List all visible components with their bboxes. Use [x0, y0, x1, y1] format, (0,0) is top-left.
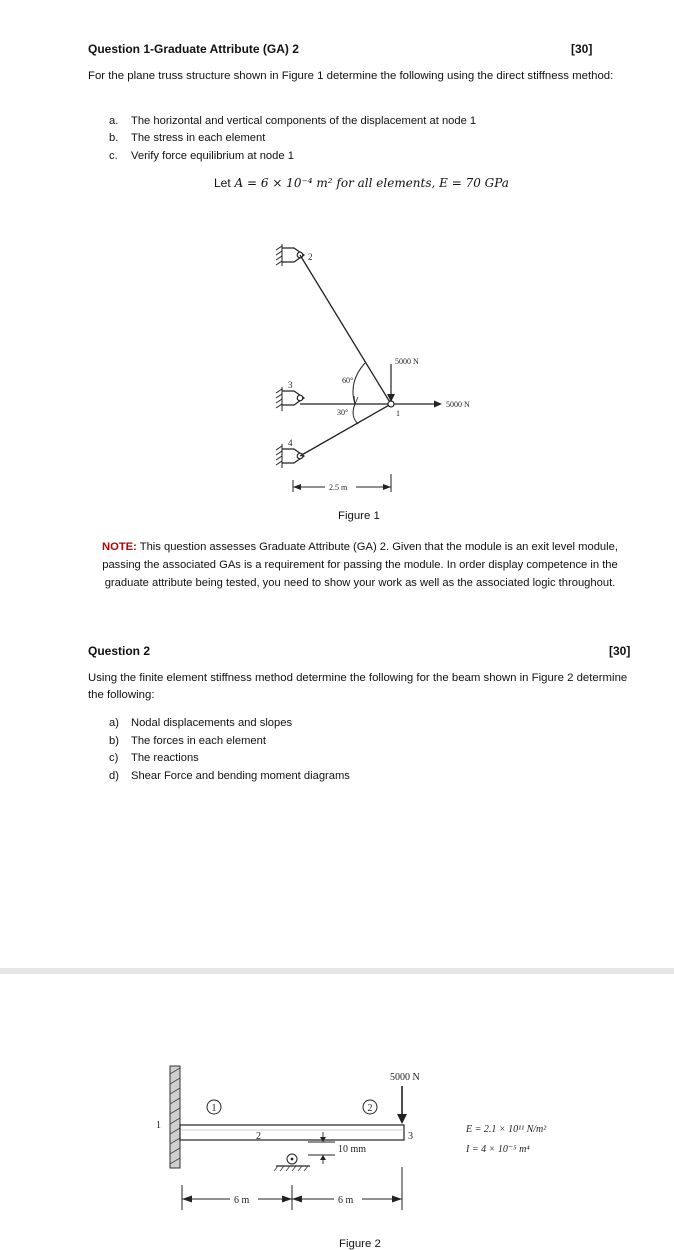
q1-given-expression: A = 6 × 10⁻⁴ m² for all elements, E = 70 GPa — [234, 176, 509, 190]
label-dimension: 2.5 m — [329, 483, 348, 492]
pin-node-3 — [297, 395, 303, 401]
angle-arc-30 — [353, 404, 358, 424]
q1-item-b-text: The stress in each element — [131, 132, 266, 144]
wall-support-3 — [276, 387, 282, 411]
label-settlement: 10 mm — [338, 1144, 367, 1155]
label-node-1: 1 — [156, 1120, 161, 1131]
angle-arc-60 — [353, 363, 365, 404]
q2-intro: Using the finite element stiffness method determine the following for the beam shown in Figure 2 determine the following: — [88, 672, 628, 701]
label-angle-60: 60° — [342, 376, 354, 385]
label-span-1: 6 m — [234, 1195, 250, 1206]
q2-title: Question 2 — [88, 644, 151, 658]
q2-item-d-text: Shear Force and bending moment diagrams — [131, 770, 350, 782]
label-node-4: 4 — [288, 438, 293, 448]
q1-title: Question 1-Graduate Attribute (GA) 2 — [88, 42, 299, 56]
label-node-2: 2 — [256, 1131, 261, 1142]
q1-note — [100, 538, 620, 592]
q1-note-text: This question assesses Graduate Attribute (GA) 2. Given that the module is an exit level module, passing the associated GAs is a requirement for passing the module. In order display competence in the graduate attribute being tested, you need to show your work as well as the associated logic throughout. — [102, 541, 618, 589]
figure-2-caption: Figure 2 — [339, 1238, 381, 1250]
q2-item-b-text: The forces in each element — [131, 735, 266, 747]
q2-item-a-label: a) — [109, 717, 119, 729]
q1-marks: [30] — [571, 42, 593, 56]
label-modulus-E: E = 2.1 × 10¹¹ N/m² — [466, 1124, 547, 1135]
wall-support-4 — [276, 444, 282, 468]
q2-item-b — [109, 733, 266, 751]
label-span-2: 6 m — [338, 1195, 354, 1206]
q1-item-c — [109, 148, 294, 166]
q1-intro: For the plane truss structure shown in Figure 1 determine the following using the direct stiffness method: — [88, 70, 614, 82]
label-load-horizontal: 5000 N — [446, 400, 470, 409]
label-element-2: 2 — [367, 1103, 373, 1114]
q1-item-a-text: The horizontal and vertical components of the displacement at node 1 — [131, 115, 477, 127]
q1-item-a — [109, 113, 476, 131]
q1-item-c-label: c. — [109, 150, 118, 162]
q1-item-a-label: a. — [109, 115, 119, 127]
q1-given — [214, 176, 509, 190]
q1-item-b — [109, 130, 265, 148]
wall-support-2 — [276, 244, 282, 266]
q2-item-a — [109, 715, 292, 733]
q2-marks: [30] — [609, 644, 631, 658]
figure-1-caption: Figure 1 — [338, 510, 380, 522]
q2-item-d-label: d) — [109, 770, 119, 782]
q1-note-label: NOTE: — [102, 541, 137, 553]
page-divider — [0, 968, 674, 974]
q2-item-c-text: The reactions — [131, 752, 199, 764]
label-node-3: 3 — [288, 380, 293, 390]
q2-item-d — [109, 768, 350, 786]
beam — [180, 1125, 404, 1140]
q1-given-prefix: Let — [214, 176, 231, 190]
label-load: 5000 N — [390, 1072, 420, 1083]
label-inertia-I: I = 4 × 10⁻⁵ m⁴ — [466, 1144, 530, 1155]
q2-item-b-label: b) — [109, 735, 119, 747]
figure-2-beam — [140, 1060, 580, 1246]
label-angle-30: 30° — [337, 408, 349, 417]
label-node-1: 1 — [396, 409, 400, 418]
q1-item-b-label: b. — [109, 132, 119, 144]
label-element-1: 1 — [211, 1103, 217, 1114]
label-load-vertical: 5000 N — [395, 357, 419, 366]
q1-item-c-text: Verify force equilibrium at node 1 — [131, 150, 294, 162]
q2-item-c — [109, 750, 199, 768]
figure-1-truss — [270, 236, 520, 501]
label-node-2: 2 — [308, 252, 313, 262]
label-node-3: 3 — [408, 1131, 413, 1142]
q2-item-c-label: c) — [109, 752, 119, 764]
q2-item-a-text: Nodal displacements and slopes — [131, 717, 293, 729]
